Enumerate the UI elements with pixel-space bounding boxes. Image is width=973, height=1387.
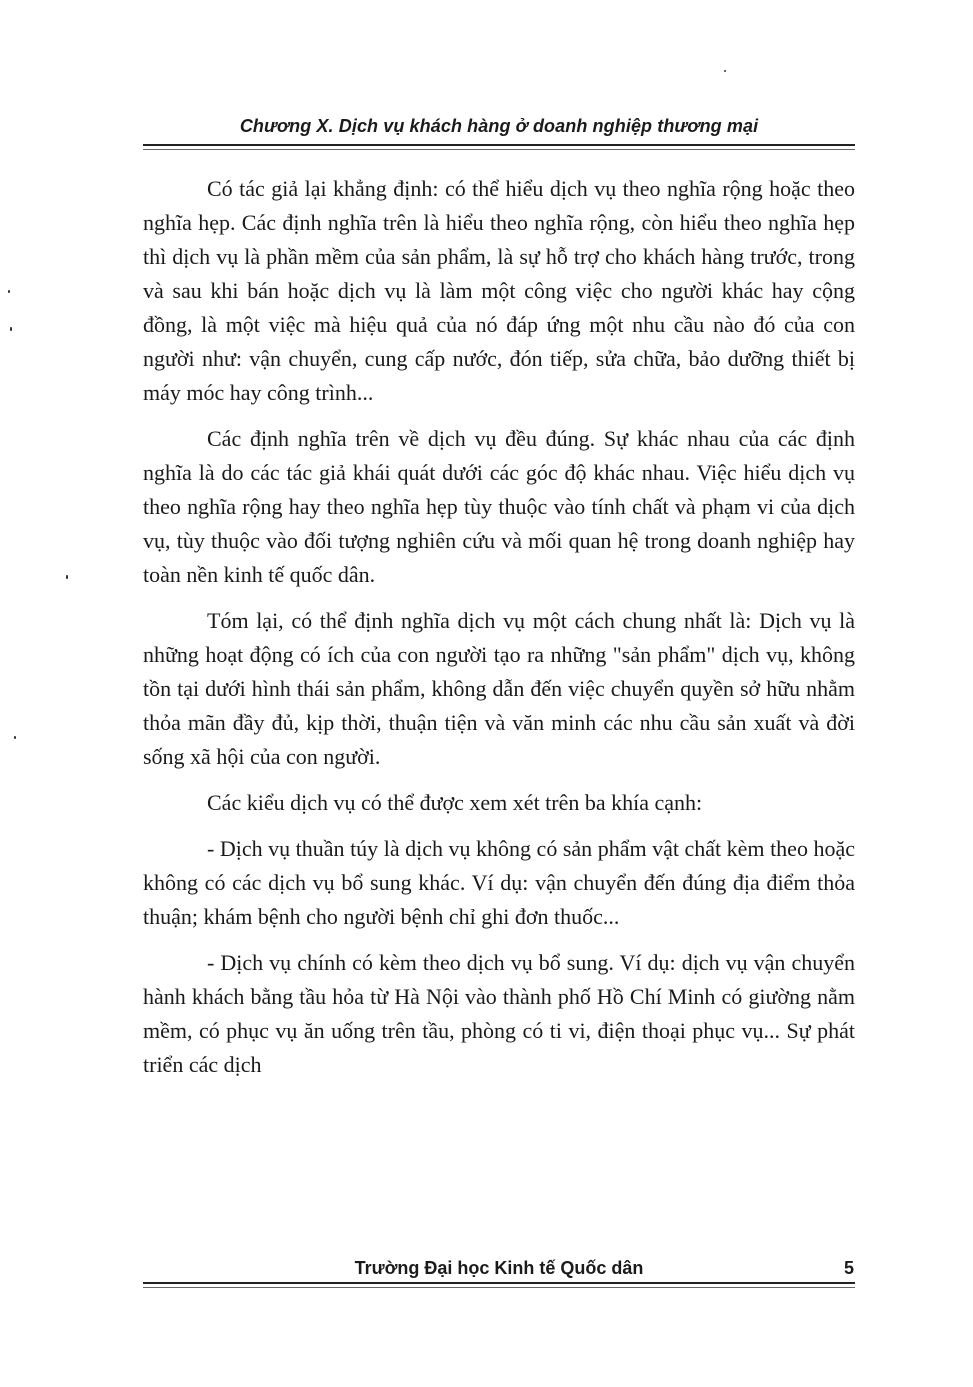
scan-speck [724,70,726,72]
paragraph-4: Các kiểu dịch vụ có thể được xem xét trên ba khía cạnh: [207,790,703,815]
header-rule [143,144,855,146]
scan-speck [8,290,10,293]
scan-speck [14,736,16,739]
paragraph-3: Tóm lại, có thể định nghĩa dịch vụ một cách chung nhất là: Dịch vụ là những hoạt động có ích của con người tạo ra những "sản phẩm" dịch vụ, không tồn tại dưới hình thái sản phẩm, không dẫn đến việc chuyển quyền sở hữu nhằm thỏa mãn đầy đủ, kịp thời, thuận tiện và văn minh các nhu cầu sản xuất và đời sống xã hội của con người. [143,608,855,769]
header-rule-thin [143,149,855,150]
paragraph-2: Các định nghĩa trên về dịch vụ đều đúng. Sự khác nhau của các định nghĩa là do các tác giả khái quát dưới các góc độ khác nhau. Việc hiểu dịch vụ theo nghĩa rộng hay theo nghĩa hẹp tùy thuộc vào tính chất và phạm vi của dịch vụ, tùy thuộc vào đối tượng nghiên cứu và mối quan hệ trong doanh nghiệp hay toàn nền kinh tế quốc dân. [143,426,855,587]
paragraph-1: Có tác giả lại khẳng định: có thể hiểu dịch vụ theo nghĩa rộng hoặc theo nghĩa hẹp. Các định nghĩa trên là hiểu theo nghĩa rộng, còn hiểu theo nghĩa hẹp thì dịch vụ là phần mềm của sản phẩm, là sự hỗ trợ cho khách hàng trước, trong và sau khi bán hoặc dịch vụ là làm một công việc cho người khác hay cộng đồng, là một việc mà hiệu quả của nó đáp ứng một nhu cầu nào đó của con người như: vận chuyển, cung cấp nước, đón tiếp, sửa chữa, bảo dưỡng thiết bị máy móc hay công trình... [143,176,855,405]
running-header: Chương X. Dịch vụ khách hàng ở doanh nghiệp thương mại [239,116,759,136]
footer-rule-thin [143,1287,855,1288]
scan-speck [66,575,68,579]
footer-institution: Trường Đại học Kinh tế Quốc dân [354,1258,644,1278]
footer-rule [143,1282,855,1284]
body-text [143,172,855,1082]
paragraph-5: - Dịch vụ thuần túy là dịch vụ không có sản phẩm vật chất kèm theo hoặc không có các dịch vụ bổ sung khác. Ví dụ: vận chuyển đến đúng địa điểm thỏa thuận; khám bệnh cho người bệnh chỉ ghi đơn thuốc... [143,836,855,929]
paragraph-6: - Dịch vụ chính có kèm theo dịch vụ bổ sung. Ví dụ: dịch vụ vận chuyển hành khách bằng tầu hỏa từ Hà Nội vào thành phố Hồ Chí Minh có giường nằm mềm, có phục vụ ăn uống trên tầu, phòng có ti vi, điện thoại phục vụ... Sự phát triển các dịch [143,950,855,1077]
scan-speck [10,327,12,331]
page-number: 5 [843,1258,854,1278]
